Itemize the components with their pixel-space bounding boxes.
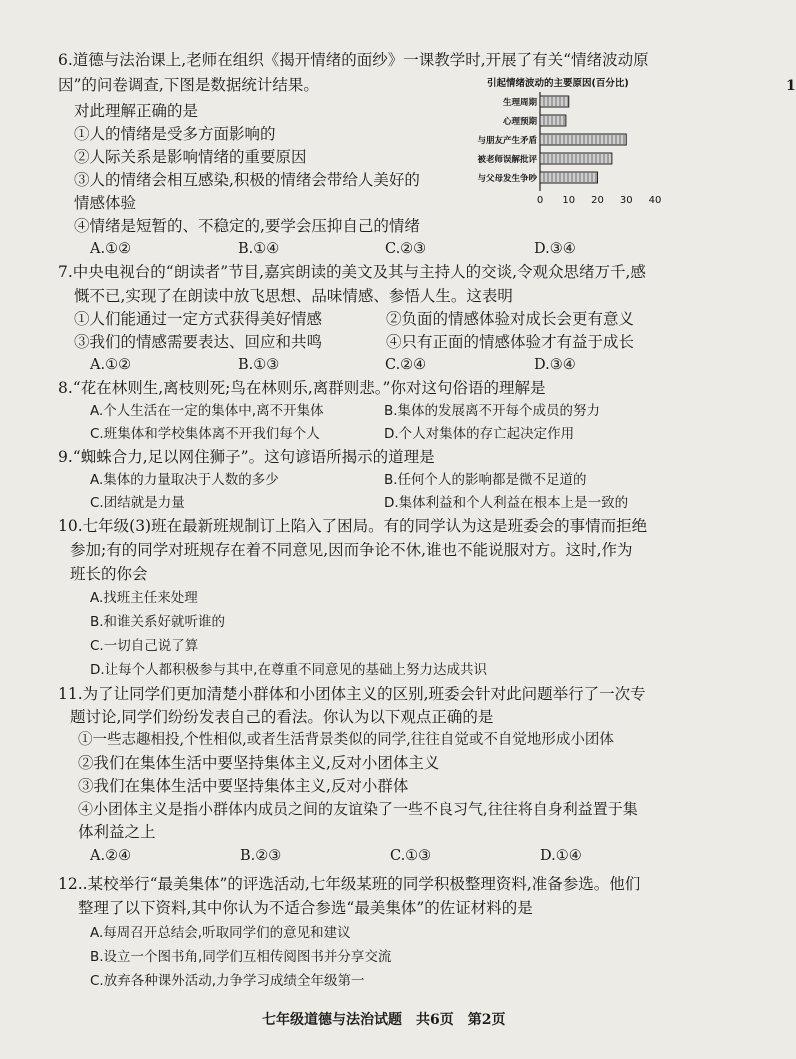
- x-tick-label: 30: [619, 195, 633, 206]
- q6-option-b: B.①④: [238, 241, 280, 257]
- x-tick-label: 0: [536, 195, 544, 206]
- q6-stem-line3: 对此理解正确的是: [74, 102, 199, 120]
- chart-title: 引起情绪波动的主要原因(百分比): [487, 78, 629, 89]
- category-label: 被老师误解批评: [477, 155, 537, 165]
- q7-option-d: D.③④: [534, 357, 576, 373]
- q7-stem-line2: 慨不已,实现了在朗读中放飞思想、品味情感、参悟人生。这表明: [74, 287, 513, 305]
- q11-stem-line2: 题讨论,同学们纷纷发表自己的看法。你认为以下观点正确的是: [70, 708, 494, 726]
- q7-option-c: C.②④: [385, 357, 427, 373]
- q6-statement-3: ③人的情绪会相互感染,积极的情绪会带给人美好的: [74, 171, 420, 189]
- q7-statement-1: ①人们能通过一定方式获得美好情感: [74, 310, 323, 328]
- q7-statement-4: ④只有正面的情感体验才有益于成长: [386, 333, 635, 351]
- q7-statement-3: ③我们的情感需要表达、回应和共鸣: [74, 333, 323, 351]
- q10-stem-line2: 参加;有的同学对班规存在着不同意见,因而争论不休,谁也不能说服对方。这时,作为: [70, 541, 633, 559]
- margin-mark: 1: [786, 78, 796, 94]
- q6-statement-4: ④情绪是短暂的、不稳定的,要学会压抑自己的情绪: [74, 217, 420, 235]
- q9-stem: 9.“蜘蛛合力,足以网住狮子”。这句谚语所揭示的道理是: [58, 448, 435, 466]
- category-label: 生理周期: [502, 98, 537, 108]
- chart-svg: [477, 74, 685, 208]
- q8-option-a: A.个人生活在一定的集体中,离不开集体: [90, 403, 324, 419]
- q6-statement-1: ①人的情绪是受多方面影响的: [74, 125, 276, 143]
- q8-option-d: D.个人对集体的存亡起决定作用: [384, 426, 575, 442]
- q9-option-c: C.团结就是力量: [90, 495, 185, 511]
- q11-stem-line1: 11.为了让同学们更加清楚小群体和小团体主义的区别,班委会针对此问题举行了一次专: [58, 685, 646, 703]
- q6-statement-3-cont: 情感体验: [74, 194, 137, 212]
- q11-statement-3: ③我们在集体生活中要坚持集体主义,反对小群体: [78, 777, 409, 795]
- q10-stem-line3: 班长的你会: [70, 565, 148, 583]
- category-label: 心理预期: [502, 117, 537, 127]
- bar: [540, 172, 598, 183]
- x-tick-label: 40: [648, 195, 662, 206]
- q12-option-c: C.放弃各种课外活动,力争学习成绩全年级第一: [90, 973, 365, 989]
- q6-option-d: D.③④: [534, 241, 576, 257]
- emotion-cause-bar-chart: [477, 74, 685, 208]
- q7-statement-2: ②负面的情感体验对成长会更有意义: [386, 310, 635, 328]
- q10-option-a: A.找班主任来处理: [90, 590, 198, 606]
- x-tick-label: 20: [591, 195, 604, 206]
- category-label: 与朋友产生矛盾: [477, 136, 537, 146]
- q6-option-c: C.②③: [385, 241, 427, 257]
- q10-option-c: C.一切自己说了算: [90, 638, 199, 654]
- q10-stem-line1: 10.七年级(3)班在最新班规制订上陷入了困局。有的同学认为这是班委会的事情而拒绝: [58, 517, 648, 535]
- q11-statement-4-cont: 体利益之上: [78, 823, 156, 841]
- q6-stem-line1: 6.道德与法治课上,老师在组织《揭开情绪的面纱》一课教学时,开展了有关“情绪波动原: [58, 51, 649, 69]
- q7-option-b: B.①③: [238, 357, 280, 373]
- q12-option-a: A.每周召开总结会,听取同学们的意见和建议: [90, 925, 351, 941]
- q12-option-b: B.设立一个图书角,同学们互相传阅图书并分享交流: [90, 949, 392, 965]
- q6-stem-line2: 因”的问卷调查,下图是数据统计结果。: [58, 76, 319, 94]
- q7-stem-line1: 7.中央电视台的“朗读者”节目,嘉宾朗读的美文及其与主持人的交谈,令观众思绪万千,感: [58, 263, 646, 281]
- bar: [540, 134, 626, 145]
- q11-option-d: D.①④: [540, 848, 582, 864]
- q9-option-a: A.集体的力量取决于人数的多少: [90, 472, 279, 488]
- q12-stem-line2: 整理了以下资料,其中你认为不适合参选“最美集体”的佐证材料的是: [78, 899, 533, 917]
- q6-option-a: A.①②: [90, 241, 132, 257]
- q8-stem: 8.“花在林则生,离枝则死;鸟在林则乐,离群则悲。”你对这句俗语的理解是: [58, 379, 546, 397]
- q11-option-a: A.②④: [90, 848, 132, 864]
- page-footer: 七年级道德与法治试题 共6页 第2页: [262, 1012, 506, 1028]
- q7-option-a: A.①②: [90, 357, 132, 373]
- q11-statement-1: ①一些志趣相投,个性相似,或者生活背景类似的同学,往往自觉或不自觉地形成小团体: [78, 732, 614, 748]
- q10-option-b: B.和谁关系好就听谁的: [90, 614, 226, 630]
- q6-statement-2: ②人际关系是影响情绪的重要原因: [74, 148, 307, 166]
- category-label: 与父母发生争吵: [477, 174, 537, 184]
- x-tick-label: 10: [562, 195, 576, 206]
- q11-statement-2: ②我们在集体生活中要坚持集体主义,反对小团体主义: [78, 754, 440, 772]
- q9-option-b: B.任何个人的影响都是微不足道的: [384, 472, 587, 488]
- q9-option-d: D.集体利益和个人利益在根本上是一致的: [384, 495, 629, 511]
- q10-option-d: D.让每个人都积极参与其中,在尊重不同意见的基础上努力达成共识: [90, 662, 487, 678]
- q11-statement-4: ④小团体主义是指小群体内成员之间的友谊染了一些不良习气,往往将自身利益置于集: [78, 800, 638, 818]
- q11-option-b: B.②③: [240, 848, 282, 864]
- q11-option-c: C.①③: [390, 848, 432, 864]
- q8-option-b: B.集体的发展离不开每个成员的努力: [384, 403, 601, 419]
- q8-option-c: C.班集体和学校集体离不开我们每个人: [90, 426, 320, 442]
- q12-stem-line1: 12..某校举行“最美集体”的评选活动,七年级某班的同学积极整理资料,准备参选。他们: [58, 875, 641, 893]
